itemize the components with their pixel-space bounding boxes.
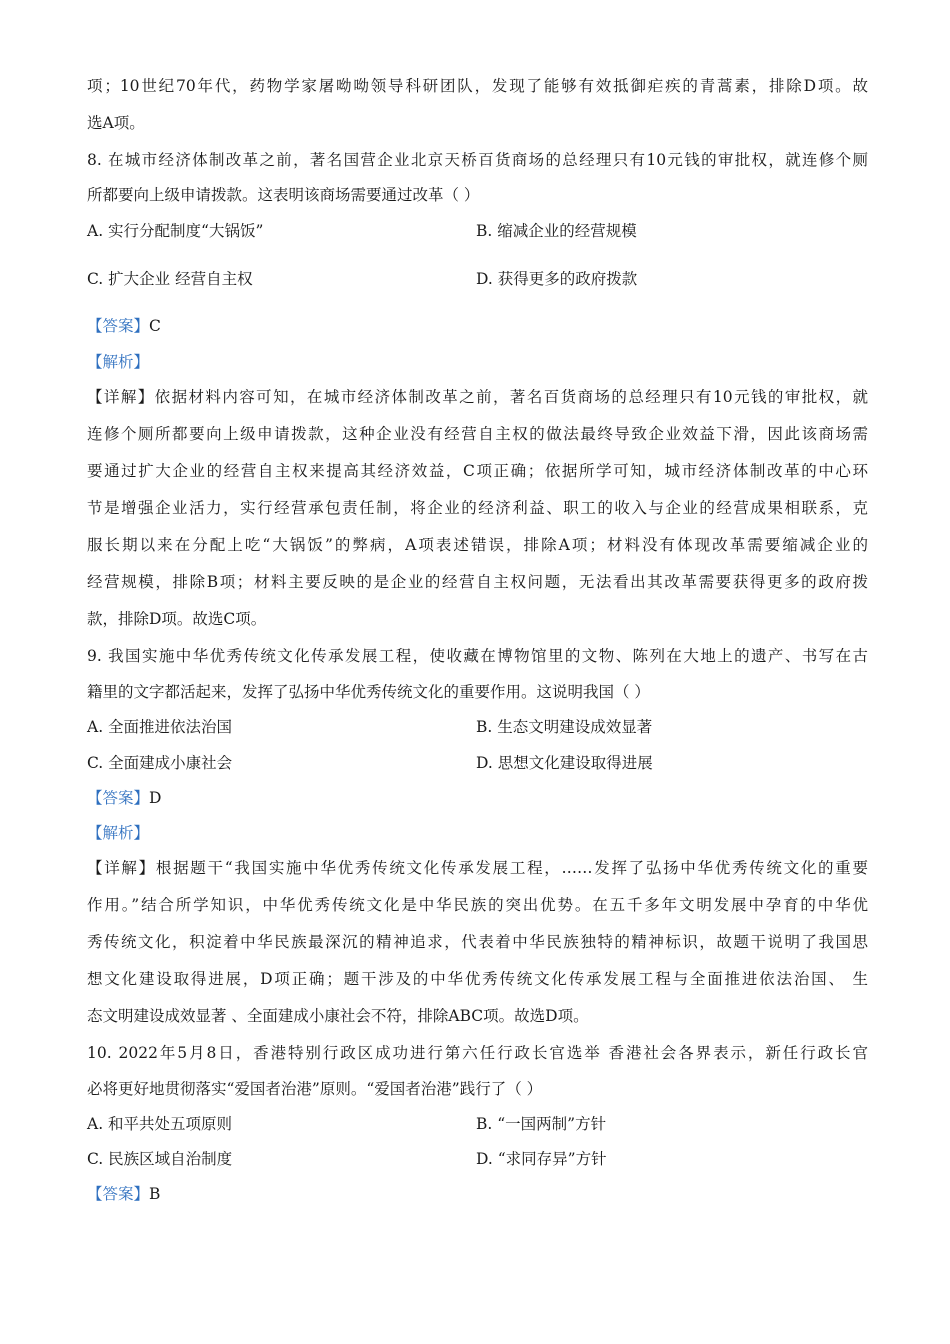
q9-answer-tag: 【答案】 bbox=[87, 789, 150, 807]
q10-option-b: B. “一国两制”方针 bbox=[476, 1115, 607, 1133]
q10-stem-line-1: 10. 2022年5月8日，香港特别行政区成功进行第六任行政长官选举 香港社会各界表示，新任行政长官 bbox=[87, 1044, 868, 1062]
q9-answer-line bbox=[87, 787, 868, 809]
q8-detail-line-1 bbox=[87, 386, 868, 408]
q7-tail-line-2: 选A项。 bbox=[87, 114, 145, 132]
q8-detail-line-4: 节是增强企业活力，实行经营承包责任制，将企业的经济利益、职工的收入与企业的经营成果相联系，克 bbox=[87, 499, 868, 517]
q9-detail-line-2: 作用。”结合所学知识，中华优秀传统文化是中华民族的突出优势。在五千多年文明发展中孕育的中华优 bbox=[87, 896, 868, 914]
q8-option-c: C. 扩大企业 经营自主权 bbox=[87, 270, 253, 288]
q8-detail-tag: 【详解】 bbox=[87, 388, 155, 406]
q9-stem-line-2: 籍里的文字都活起来，发挥了弘扬中华优秀传统文化的重要作用。这说明我国（ ） bbox=[87, 683, 650, 701]
q8-detail-line-3: 要通过扩大企业的经营自主权来提高其经济效益，C项正确；依据所学可知，城市经济体制改革的中心环 bbox=[87, 462, 868, 480]
q8-stem-line-1: 8. 在城市经济体制改革之前，著名国营企业北京天桥百货商场的总经理只有10元钱的审批权，就连修个厕 bbox=[87, 151, 868, 169]
q9-detail-line-5: 态文明建设成效显著 、全面建成小康社会不符，排除ABC项。故选D项。 bbox=[87, 1007, 589, 1025]
q9-detail-tag: 【详解】 bbox=[87, 859, 156, 877]
q8-detail-line-7: 款，排除D项。故选C项。 bbox=[87, 610, 267, 628]
q8-analysis-tag: 【解析】 bbox=[87, 353, 150, 371]
q8-answer-tag: 【答案】 bbox=[87, 317, 150, 335]
q8-stem-line-2: 所都要向上级申请拨款。这表明该商场需要通过改革（ ） bbox=[87, 186, 480, 204]
q8-detail-line-6: 经营规模，排除B项；材料主要反映的是企业的经营自主权问题，无法看出其改革需要获得更多的政府拨 bbox=[87, 573, 868, 591]
q9-option-a: A. 全面推进依法治国 bbox=[87, 718, 233, 736]
q10-answer-value: B bbox=[149, 1185, 161, 1203]
q9-option-c: C. 全面建成小康社会 bbox=[87, 754, 233, 772]
q9-detail-text-1: 根据题干“我国实施中华优秀传统文化传承发展工程，……发挥了弘扬中华优秀传统文化的重要 bbox=[155, 859, 868, 877]
q10-answer-line bbox=[87, 1183, 868, 1205]
q8-option-b: B. 缩减企业的经营规模 bbox=[476, 222, 637, 240]
q9-detail-line-1 bbox=[87, 857, 868, 879]
q8-detail-line-2: 连修个厕所都要向上级申请拨款，这种企业没有经营自主权的做法最终导致企业效益下滑，因此该商场需 bbox=[87, 425, 868, 443]
q10-answer-tag: 【答案】 bbox=[87, 1185, 150, 1203]
q7-tail-line-1: 项；10世纪70年代，药物学家屠呦呦领导科研团队，发现了能够有效抵御疟疾的青蒿素，排除D项。故 bbox=[87, 77, 868, 95]
q10-option-d: D. “求同存异”方针 bbox=[476, 1150, 607, 1168]
q8-option-d: D. 获得更多的政府拨款 bbox=[476, 270, 638, 288]
q9-detail-line-3: 秀传统文化，积淀着中华民族最深沉的精神追求，代表着中华民族独特的精神标识，故题干说明了我国思 bbox=[87, 933, 868, 951]
q8-detail-text-1: 依据材料内容可知，在城市经济体制改革之前，著名百货商场的总经理只有10元钱的审批权，就 bbox=[154, 388, 868, 406]
q10-option-a: A. 和平共处五项原则 bbox=[87, 1115, 233, 1133]
q9-analysis-tag: 【解析】 bbox=[87, 824, 150, 842]
q10-stem-line-2: 必将更好地贯彻落实“爱国者治港”原则。“爱国者治港”践行了（ ） bbox=[87, 1080, 543, 1098]
q9-stem-line-1: 9. 我国实施中华优秀传统文化传承发展工程，使收藏在博物馆里的文物、陈列在大地上的遗产、书写在古 bbox=[87, 647, 868, 665]
q9-option-b: B. 生态文明建设成效显著 bbox=[476, 718, 653, 736]
q8-detail-line-5: 服长期以来在分配上吃“大锅饭”的弊病，A项表述错误，排除A项；材料没有体现改革需要缩减企业的 bbox=[87, 536, 868, 554]
q8-answer-line bbox=[87, 315, 868, 337]
q9-option-d: D. 思想文化建设取得进展 bbox=[476, 754, 653, 772]
q9-detail-line-4: 想文化建设取得进展，D项正确；题干涉及的中华优秀传统文化传承发展工程与全面推进依法治国、 生 bbox=[87, 970, 868, 988]
q9-answer-value: D bbox=[149, 789, 162, 807]
q10-option-c: C. 民族区域自治制度 bbox=[87, 1150, 233, 1168]
q8-answer-value: C bbox=[149, 317, 161, 335]
q8-option-a: A. 实行分配制度“大锅饭” bbox=[87, 222, 264, 240]
